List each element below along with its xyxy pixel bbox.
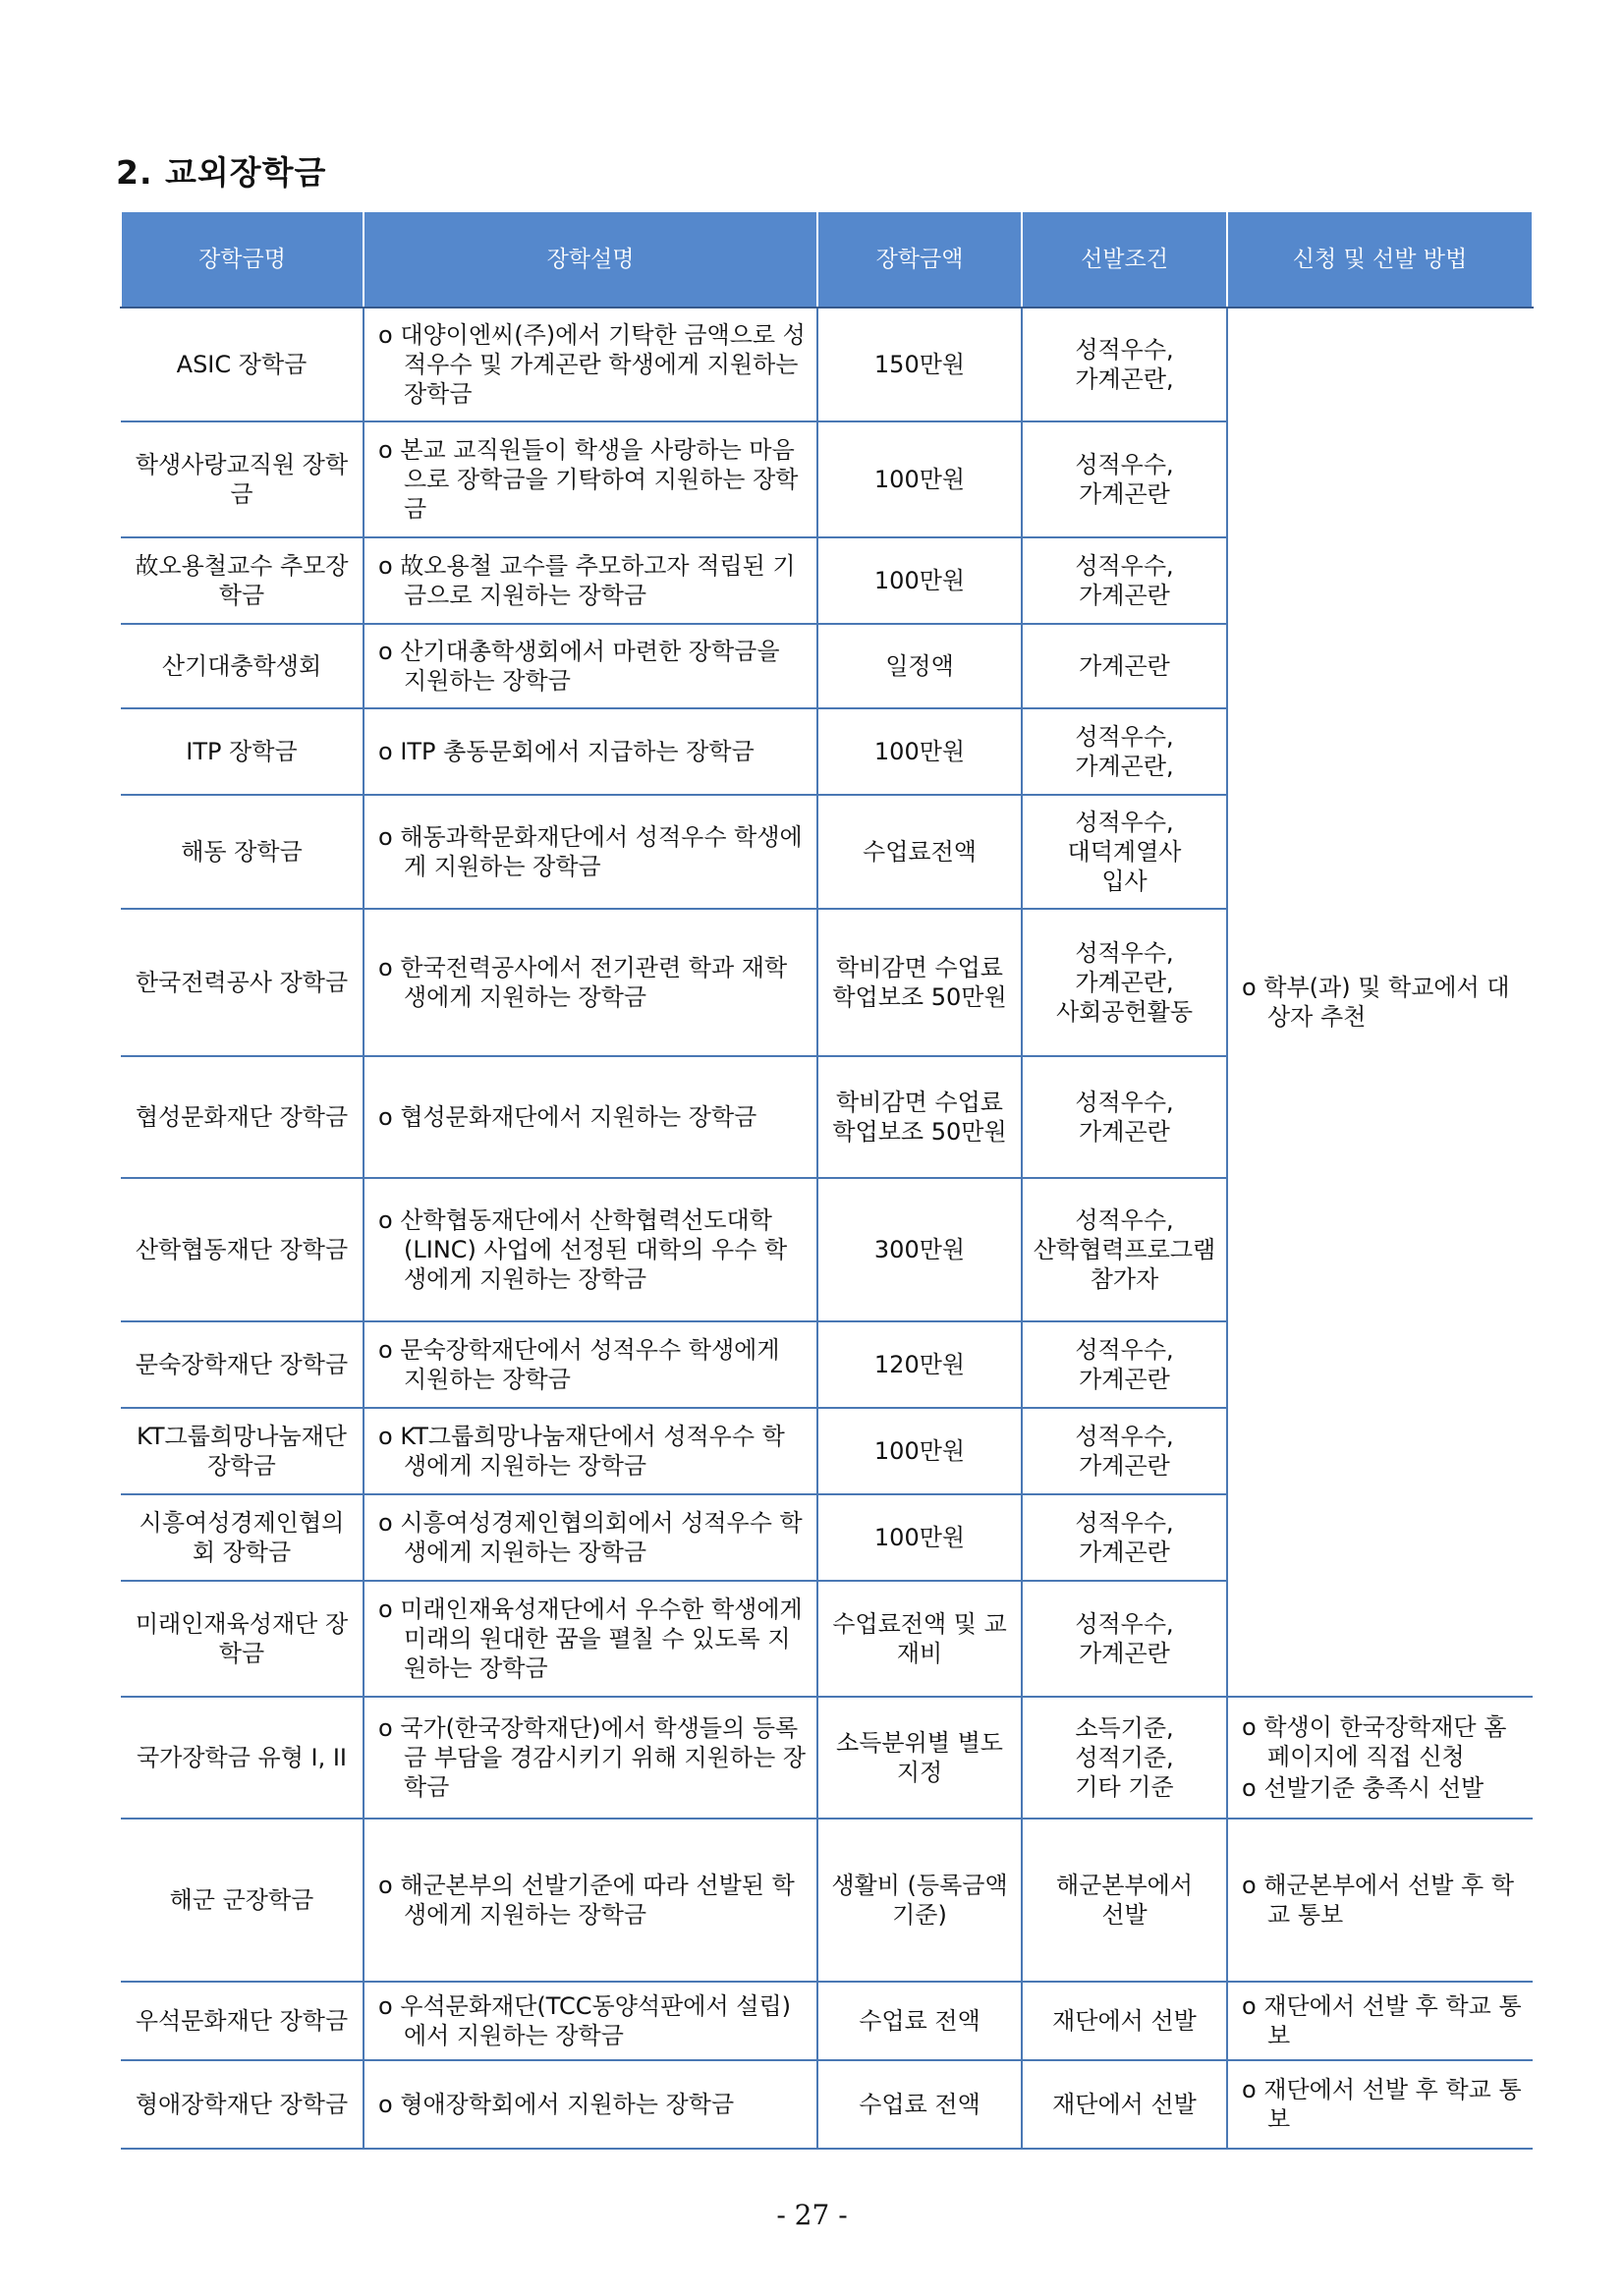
condition-line: 성적우수,	[1075, 809, 1174, 836]
method-line: o 학생이 한국장학재단 홈페이지에 직접 신청	[1242, 1713, 1507, 1770]
scholarship-description	[364, 1056, 817, 1178]
method-line: o 재단에서 선발 후 학교 통보	[1242, 1992, 1522, 2049]
condition-line: 성적우수,	[1075, 1089, 1174, 1116]
table-row	[121, 2060, 1533, 2149]
scholarship-name: 한국전력공사 장학금	[121, 909, 364, 1056]
section-title: 2. 교외장학금	[116, 153, 327, 192]
scholarship-name: 미래인재육성재단 장학금	[121, 1581, 364, 1697]
description-text: o ITP 총동문회에서 지급하는 장학금	[378, 738, 755, 765]
description-text: o 한국전력공사에서 전기관련 학과 재학생에게 지원하는 장학금	[378, 954, 788, 1011]
condition-line: 대덕계열사	[1067, 838, 1182, 866]
condition-line: 가계곤란	[1079, 1640, 1170, 1667]
description-text: o 본교 교직원들이 학생을 사랑하는 마음으로 장학금을 기탁하여 지원하는 장학금	[378, 436, 799, 523]
scholarship-description	[364, 1494, 817, 1581]
condition-line: 성적기준,	[1075, 1744, 1174, 1771]
scholarship-amount: 수업료전액 및 교재비	[817, 1581, 1022, 1697]
condition-line: 성적우수,	[1075, 336, 1174, 364]
selection-conditions	[1022, 1581, 1227, 1697]
selection-conditions	[1022, 2060, 1227, 2149]
selection-conditions	[1022, 308, 1227, 421]
description-text: o KT그룹희망나눔재단에서 성적우수 학생에게 지원하는 장학금	[378, 1423, 785, 1480]
selection-conditions	[1022, 1056, 1227, 1178]
scholarship-amount: 100만원	[817, 421, 1022, 537]
condition-line: 입사	[1101, 868, 1148, 895]
scholarship-amount: 학비감면 수업료 학업보조 50만원	[817, 1056, 1022, 1178]
scholarship-name: 산학협동재단 장학금	[121, 1178, 364, 1321]
condition-line: 성적우수,	[1075, 723, 1174, 751]
scholarship-amount: 100만원	[817, 1494, 1022, 1581]
selection-conditions	[1022, 1494, 1227, 1581]
scholarship-description	[364, 1321, 817, 1408]
scholarship-amount: 생활비 (등록금액 기준)	[817, 1819, 1022, 1982]
scholarship-name: 해군 군장학금	[121, 1819, 364, 1982]
method-text: o 학부(과) 및 학교에서 대상자 추천	[1242, 974, 1510, 1031]
condition-line: 가계곤란	[1079, 1452, 1170, 1480]
condition-line: 가계곤란	[1079, 1118, 1170, 1146]
condition-line: 성적우수,	[1075, 939, 1174, 967]
selection-conditions	[1022, 1321, 1227, 1408]
scholarship-name: 해동 장학금	[121, 795, 364, 909]
scholarship-amount: 100만원	[817, 708, 1022, 795]
scholarship-amount: 300만원	[817, 1178, 1022, 1321]
condition-line: 성적우수,	[1075, 451, 1174, 478]
table-header-row	[121, 212, 1533, 308]
scholarship-name: ASIC 장학금	[121, 308, 364, 421]
description-text: o 故오용철 교수를 추모하고자 적립된 기금으로 지원하는 장학금	[378, 552, 796, 609]
condition-line: 가계곤란	[1079, 1366, 1170, 1393]
scholarship-name: 협성문화재단 장학금	[121, 1056, 364, 1178]
col-header-amount: 장학금액	[817, 212, 1022, 308]
description-text: o 문숙장학재단에서 성적우수 학생에게 지원하는 장학금	[378, 1336, 780, 1393]
scholarship-description	[364, 1408, 817, 1494]
condition-line: 성적우수,	[1075, 1336, 1174, 1364]
condition-line: 참가자	[1090, 1265, 1159, 1293]
selection-conditions	[1022, 624, 1227, 708]
scholarship-description	[364, 795, 817, 909]
table-row	[121, 1819, 1533, 1982]
application-method	[1227, 2060, 1533, 2149]
condition-line: 가계곤란	[1079, 1539, 1170, 1566]
page-number: - 27 -	[776, 2199, 848, 2231]
scholarship-amount: 수업료 전액	[817, 1982, 1022, 2060]
scholarship-amount: 150만원	[817, 308, 1022, 421]
selection-conditions	[1022, 1982, 1227, 2060]
scholarship-name: 故오용철교수 추모장학금	[121, 537, 364, 624]
condition-line: 가계곤란,	[1075, 753, 1174, 780]
application-method	[1227, 1697, 1533, 1819]
scholarship-name: ITP 장학금	[121, 708, 364, 795]
scholarship-amount: 일정액	[817, 624, 1022, 708]
condition-line: 가계곤란,	[1075, 969, 1174, 996]
col-header-method: 신청 및 선발 방법	[1227, 212, 1533, 308]
application-method	[1227, 1819, 1533, 1982]
scholarship-amount: 120만원	[817, 1321, 1022, 1408]
scholarship-name: 문숙장학재단 장학금	[121, 1321, 364, 1408]
description-text: o 형애장학회에서 지원하는 장학금	[378, 2091, 735, 2118]
scholarship-description	[364, 624, 817, 708]
table-row	[121, 1697, 1533, 1819]
condition-line: 기타 기준	[1075, 1773, 1174, 1801]
condition-line: 성적우수,	[1075, 1423, 1174, 1450]
scholarship-name: 시흥여성경제인협의회 장학금	[121, 1494, 364, 1581]
condition-line: 성적우수,	[1075, 1206, 1174, 1234]
scholarship-description	[364, 2060, 817, 2149]
description-text: o 국가(한국장학재단)에서 학생들의 등록금 부담을 경감시키기 위해 지원하는 장학금	[378, 1714, 807, 1801]
table-body	[121, 308, 1533, 2149]
condition-line: 가계곤란,	[1075, 365, 1174, 393]
scholarship-name: 학생사랑교직원 장학금	[121, 421, 364, 537]
scholarship-description	[364, 1819, 817, 1982]
method-line: o 재단에서 선발 후 학교 통보	[1242, 2076, 1522, 2133]
selection-conditions	[1022, 1819, 1227, 1982]
scholarship-description	[364, 421, 817, 537]
selection-conditions	[1022, 795, 1227, 909]
application-method	[1227, 1982, 1533, 2060]
condition-line: 성적우수,	[1075, 1509, 1174, 1537]
condition-line: 가계곤란	[1079, 582, 1170, 609]
description-text: o 우석문화재단(TCC동양석판에서 설립)에서 지원하는 장학금	[378, 1992, 792, 2049]
description-text: o 대양이엔씨(주)에서 기탁한 금액으로 성적우수 및 가계곤란 학생에게 지원하는 장학금	[378, 321, 806, 408]
scholarship-name: KT그룹희망나눔재단 장학금	[121, 1408, 364, 1494]
description-text: o 협성문화재단에서 지원하는 장학금	[378, 1103, 757, 1131]
scholarship-amount: 수업료전액	[817, 795, 1022, 909]
col-header-conditions: 선발조건	[1022, 212, 1227, 308]
scholarship-description	[364, 1697, 817, 1819]
description-text: o 산기대총학생회에서 마련한 장학금을 지원하는 장학금	[378, 638, 780, 695]
scholarship-table	[120, 212, 1534, 2150]
scholarship-description	[364, 1178, 817, 1321]
condition-line: 해군본부에서	[1055, 1872, 1194, 1899]
scholarship-amount: 학비감면 수업료 학업보조 50만원	[817, 909, 1022, 1056]
application-method-shared	[1227, 308, 1533, 1697]
col-header-name: 장학금명	[121, 212, 364, 308]
scholarship-name: 산기대충학생회	[121, 624, 364, 708]
description-text: o 미래인재육성재단에서 우수한 학생에게 미래의 원대한 꿈을 펼칠 수 있도록 지원하는 장학금	[378, 1596, 803, 1682]
condition-line: 산학협력프로그램	[1033, 1236, 1216, 1263]
condition-line: 선발	[1101, 1901, 1148, 1929]
method-line: o 해군본부에서 선발 후 학교 통보	[1242, 1872, 1515, 1929]
scholarship-amount: 수업료 전액	[817, 2060, 1022, 2149]
condition-line: 재단에서 선발	[1052, 2091, 1197, 2118]
description-text: o 해군본부의 선발기준에 따라 선발된 학생에게 지원하는 장학금	[378, 1872, 795, 1929]
description-text: o 산학협동재단에서 산학협력선도대학(LINC) 사업에 선정된 대학의 우수 학생에게 지원하는 장학금	[378, 1206, 788, 1293]
scholarship-name: 형애장학재단 장학금	[121, 2060, 364, 2149]
condition-line: 재단에서 선발	[1052, 2007, 1197, 2035]
scholarship-name: 국가장학금 유형 I, II	[121, 1697, 364, 1819]
col-header-description: 장학설명	[364, 212, 817, 308]
scholarship-description	[364, 1982, 817, 2060]
selection-conditions	[1022, 909, 1227, 1056]
scholarship-amount: 100만원	[817, 1408, 1022, 1494]
scholarship-description	[364, 308, 817, 421]
condition-line: 가계곤란	[1079, 480, 1170, 508]
selection-conditions	[1022, 1408, 1227, 1494]
scholarship-amount: 소득분위별 별도지정	[817, 1697, 1022, 1819]
selection-conditions	[1022, 1697, 1227, 1819]
condition-line: 가계곤란	[1079, 652, 1170, 680]
method-line: o 선발기준 충족시 선발	[1242, 1774, 1484, 1802]
condition-line: 사회공헌활동	[1055, 998, 1194, 1026]
table-row	[121, 1982, 1533, 2060]
selection-conditions	[1022, 421, 1227, 537]
scholarship-description	[364, 537, 817, 624]
scholarship-amount: 100만원	[817, 537, 1022, 624]
selection-conditions	[1022, 708, 1227, 795]
scholarship-description	[364, 909, 817, 1056]
description-text: o 해동과학문화재단에서 성적우수 학생에게 지원하는 장학금	[378, 823, 803, 880]
scholarship-description	[364, 1581, 817, 1697]
condition-line: 성적우수,	[1075, 1610, 1174, 1638]
table-row	[121, 308, 1533, 421]
scholarship-description	[364, 708, 817, 795]
description-text: o 시흥여성경제인협의회에서 성적우수 학생에게 지원하는 장학금	[378, 1509, 803, 1566]
scholarship-name: 우석문화재단 장학금	[121, 1982, 364, 2060]
condition-line: 성적우수,	[1075, 552, 1174, 580]
condition-line: 소득기준,	[1075, 1714, 1174, 1742]
selection-conditions	[1022, 1178, 1227, 1321]
selection-conditions	[1022, 537, 1227, 624]
